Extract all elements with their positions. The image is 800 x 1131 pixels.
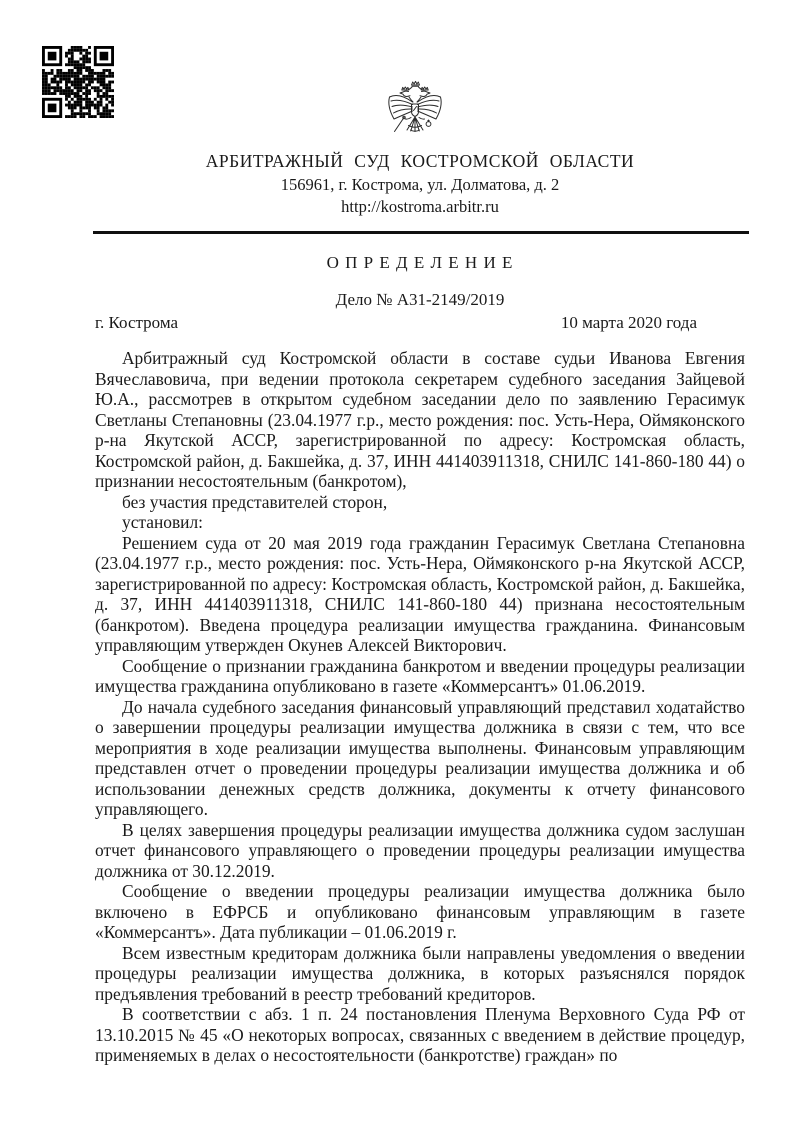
paragraph-creditors-notified: Всем известным кредиторам должника были направлены уведомления о введении процедуры реализации имущества должника, в которых разъяснялся порядок предъявления требований в реестр требований кредиторов. xyxy=(95,942,745,1004)
court-website: http://kostroma.arbitr.ru xyxy=(341,197,499,216)
paragraph-ustanovil: установил: xyxy=(122,512,203,532)
coat-of-arms-icon xyxy=(385,77,445,140)
document-title: О П Р Е Д Е Л Е Н И Е xyxy=(326,253,514,272)
place: г. Кострома xyxy=(95,313,179,332)
paragraph-efrsb-publication: Сообщение о введении процедуры реализации имущества должника было включено в ЕФРСБ и опубликовано финансовым управляющим в газете «Коммерсантъ». Дата публикации – 01.06.2019 г. xyxy=(95,881,745,942)
case-number: Дело № А31-2149/2019 xyxy=(335,290,505,309)
court-address: 156961, г. Кострома, ул. Долматова, д. 2 xyxy=(280,175,560,194)
place-date-row xyxy=(95,313,745,333)
paragraph-intro: Арбитражный суд Костромской области в составе судьи Иванова Евгения Вячеславовича, при ведении протокола секретарем судебного заседания Зайцевой Ю.А., рассмотрев в открытом судебном заседании дело по заявлению Герасимук Светланы Степановны (23.04.1977 г.р., место рождения: пос. Усть-Нера, Оймяконского р-на Якутской АССР, зарегистрированной по адресу: Костромская область, Костромской район, д. Бакшейка, д. 37, ИНН 441403911318, СНИЛС 141-860-180 44) о признании несостоятельным (банкротом), xyxy=(95,348,745,491)
paragraph-decision: Решением суда от 20 мая 2019 года гражданин Герасимук Светлана Степановна (23.04.1977 г.р., место рождения: пос. Усть-Нера, Оймяконского р-на Якутской АССР, зарегистрированной по адресу: Костромская область, Костромской район, д. Бакшейка, д. 37, ИНН 441403911318, СНИЛС 141-860-180 44) признана несостоятельным (банкротом). Введена процедура реализации имущества гражданина. Финансовым управляющим утвержден Окунев Алексей Викторович. xyxy=(95,532,745,655)
paragraph-publication-kommersant: Сообщение о признании гражданина банкротом и введении процедуры реализации имущества гражданина опубликовано в газете «Коммерсантъ» 01.06.2019. xyxy=(95,655,745,696)
document-body xyxy=(95,348,745,1066)
paragraph-motion-completion: До начала судебного заседания финансовый управляющий представил ходатайство о завершении процедуры реализации имущества должника в связи с тем, что все мероприятия в ходе реализации имущества выполнены. Финансовым управляющим представлен отчет о проведении процедуры реализации имущества должника и об использовании денежных средств должника, документы к отчету финансового управляющего. xyxy=(95,696,745,819)
court-name: АРБИТРАЖНЫЙ СУД КОСТРОМСКОЙ ОБЛАСТИ xyxy=(205,151,635,171)
header-divider xyxy=(93,231,749,234)
date: 10 марта 2020 года xyxy=(560,313,697,332)
paragraph-no-representatives: без участия представителей сторон, xyxy=(122,491,388,512)
qr-code-icon xyxy=(42,46,114,118)
paragraph-plenum-reference: В соответствии с абз. 1 п. 24 постановления Пленума Верховного Суда РФ от 13.10.2015 № 45 «О некоторых вопросах, связанных с введением в действие процедур, применяемых в делах о несостоятельности (банкротстве) граждан» по xyxy=(95,1004,745,1065)
paragraph-report-heard: В целях завершения процедуры реализации имущества должника судом заслушан отчет финансового управляющего о проведении процедуры реализации имущества должника от 30.12.2019. xyxy=(95,819,745,881)
